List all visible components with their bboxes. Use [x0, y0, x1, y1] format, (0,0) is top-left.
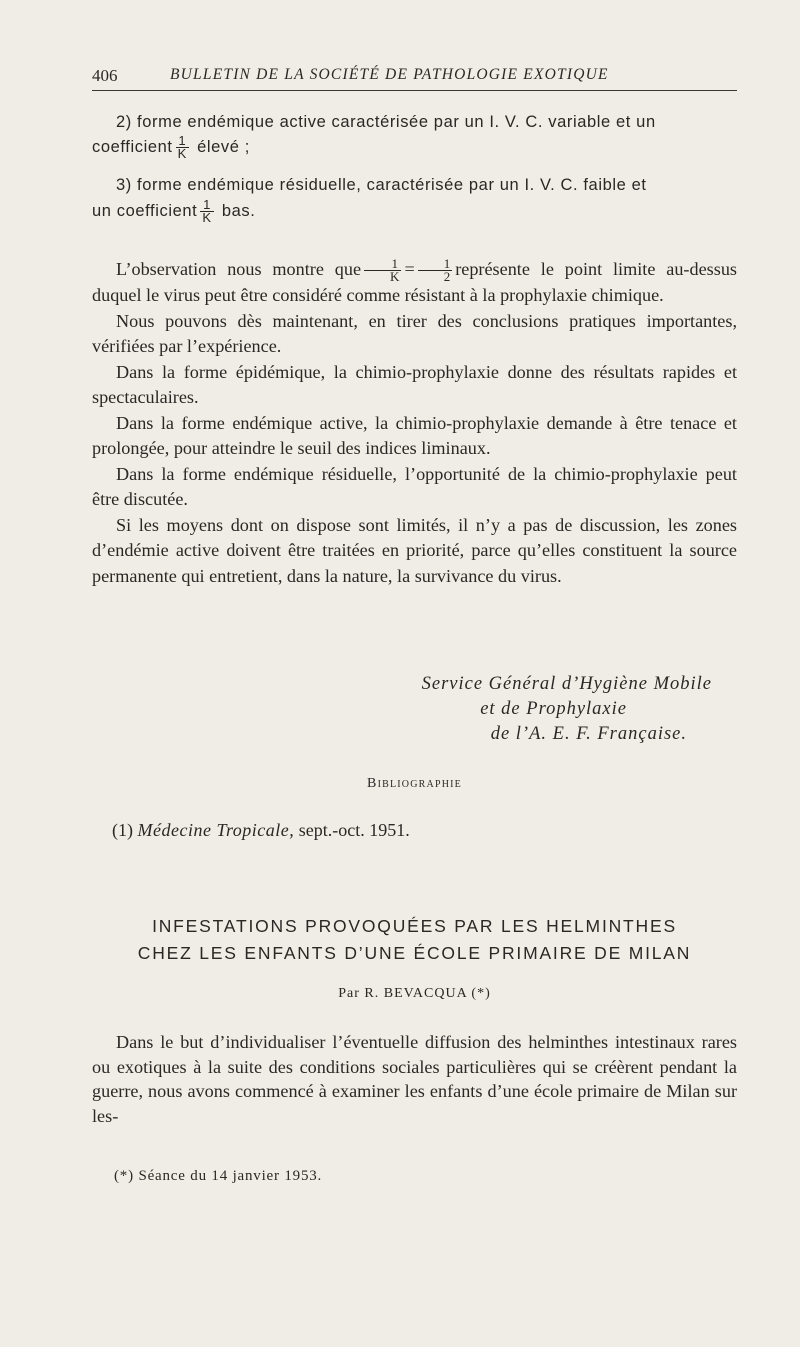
bibliography-reference: (1) Médecine Tropicale, sept.-oct. 1951.	[112, 820, 410, 840]
list-item-2-line1: 2) forme endémique active caractérisée par un I. V. C. variable et un	[116, 113, 656, 131]
paragraph: Dans la forme endémique active, la chimio-prophylaxie demande à être tenace et prolongée, pour atteindre le seuil des indices liminaux.	[92, 412, 737, 459]
fraction-1-over-k: $\frac{1}{K}$	[202, 197, 212, 226]
running-header	[92, 62, 737, 91]
coefficient-label: coefficient	[92, 138, 173, 156]
journal-title: Médecine Tropicale,	[137, 820, 295, 840]
page-number: 406	[92, 66, 118, 85]
list-item-3	[92, 172, 737, 224]
fraction-1-over-k: $\frac{1}{K}$	[177, 133, 187, 162]
equals-sign: =	[404, 259, 415, 279]
paragraph: Dans la forme épidémique, la chimio-prophylaxie donne des résultats rapides et spectaculaires.	[92, 361, 737, 408]
paragraph: Si les moyens dont on dispose sont limités, il n’y a pas de discussion, les zones d’endémie active doivent être traitées en priorité, parce qu’elles constituent la source permanente qui entretient, dans la nature, la survivance du virus.	[92, 514, 737, 586]
list-item-2-line2	[92, 135, 737, 160]
bibliography-heading: Bibliographie	[367, 776, 462, 791]
main-paragraphs	[92, 257, 737, 589]
signature-line: et de Prophylaxie	[480, 699, 627, 719]
footnote: (*) Séance du 14 janvier 1953.	[114, 1168, 323, 1184]
coefficient-qualifier: élevé ;	[197, 138, 250, 156]
coefficient-label: un coefficient	[92, 202, 198, 220]
running-title: BULLETIN DE LA SOCIÉTÉ DE PATHOLOGIE EXOTIQUE	[170, 66, 609, 83]
paragraph: Nous pouvons dès maintenant, en tirer des conclusions pratiques importantes, vérifiées par l’expérience.	[92, 310, 737, 357]
paragraph: Dans la forme endémique résiduelle, l’opportunité de la chimio-prophylaxie peut être discutée.	[92, 463, 737, 510]
article-intro	[92, 1030, 737, 1128]
signature-block	[92, 672, 737, 747]
fraction-1-over-k: $\frac{1}{K}$	[364, 258, 401, 283]
signature-line: Service Général d’Hygiène Mobile	[421, 674, 712, 694]
observation-paragraph: L’observation nous montre que $\frac{1}{K}$ = $\frac{1}{2}$ représente le point limite au-dessus duquel le virus peut être considéré comme résistant à la prophylaxie chimique.	[92, 256, 737, 306]
list-item-3-line1: 3) forme endémique résiduelle, caractérisée par un I. V. C. faible et	[116, 176, 647, 194]
list-item-3-line2	[92, 198, 737, 224]
fraction-1-over-2: $\frac{1}{2}$	[418, 258, 453, 283]
paragraph: Dans le but d’individualiser l’éventuelle diffusion des helminthes intestinaux rares ou exotiques à la suite des conditions sociales particulières qui se créèrent pendant la guerre, nous avons commencé à examiner les enfants d’une école primaire de Milan sur les-	[92, 1032, 737, 1126]
coefficient-qualifier: bas.	[221, 202, 256, 220]
article-title: INFESTATIONS PROVOQUÉES PAR LES HELMINTHES CHEZ LES ENFANTS D’UNE ÉCOLE PRIMAIRE DE MILAN	[137, 916, 692, 963]
article-byline: Par R. BEVACQUA (*)	[338, 986, 491, 1001]
signature-line: de l’A. E. F. Française.	[490, 724, 687, 744]
list-item-2	[92, 110, 737, 160]
